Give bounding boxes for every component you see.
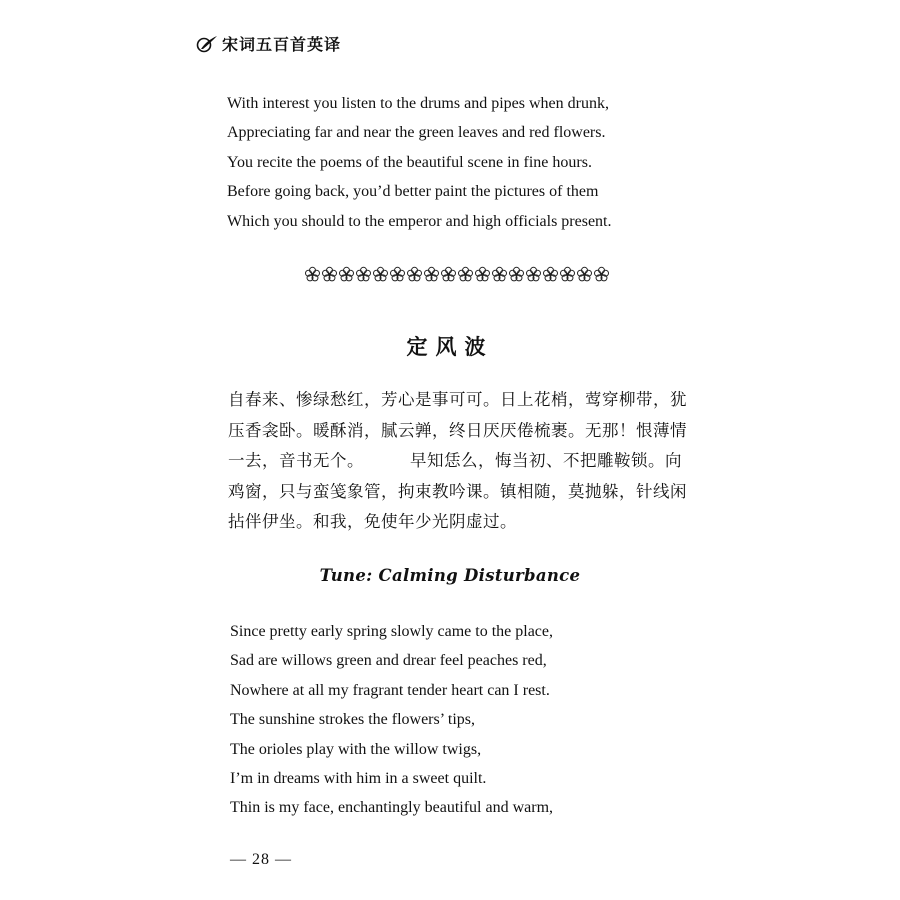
verse-line: Since pretty early spring slowly came to the place, xyxy=(230,623,554,640)
flower-ornament-icon xyxy=(423,266,440,283)
flower-ornament-icon xyxy=(576,266,593,283)
verse-line: Sad are willows green and drear feel peaches red, xyxy=(230,652,547,670)
flower-ornament-icon xyxy=(389,266,406,283)
verse-line: The sunshine strokes the flowers’ tips, xyxy=(230,711,475,729)
feather-pen-icon xyxy=(196,34,218,54)
flower-ornament-icon xyxy=(542,266,559,283)
flower-ornament-icon xyxy=(321,266,338,283)
book-title: 宋词五百首英译 xyxy=(222,35,342,54)
verse-line: Thin is my face, enchantingly beautiful and warm, xyxy=(230,799,554,817)
flower-ornament-icon xyxy=(355,266,372,283)
flower-ornament-icon xyxy=(457,266,474,283)
running-header xyxy=(196,32,341,55)
flower-ornament-icon xyxy=(559,266,576,283)
flower-ornament-icon xyxy=(491,266,508,283)
flower-ornament-icon xyxy=(372,266,389,283)
flower-ornament-icon xyxy=(474,266,491,283)
flower-ornament-icon xyxy=(440,266,457,283)
flower-ornament-icon xyxy=(525,266,542,283)
page-number: — 28 — xyxy=(230,851,292,868)
flower-ornament-icon xyxy=(508,266,525,283)
poem-chinese-title: 定风波 xyxy=(406,335,494,359)
verse-line: With interest you listen to the drums and pipes when drunk, xyxy=(227,95,609,112)
flower-ornament-icon xyxy=(304,266,321,283)
flower-ornament-icon xyxy=(338,266,355,283)
flower-ornament-icon xyxy=(406,266,423,283)
verse-top xyxy=(227,89,612,236)
flower-ornament-icon xyxy=(593,266,610,283)
flower-ornament-divider xyxy=(304,266,610,283)
verse-line: Which you should to the emperor and high officials present. xyxy=(227,212,612,230)
verse-line: Appreciating far and near the green leaves and red flowers. xyxy=(227,124,606,142)
verse-line: The orioles play with the willow twigs, xyxy=(230,740,482,758)
verse-translation xyxy=(230,617,553,823)
poem-chinese-text: 自春来、惨绿愁红，芳心是事可可。日上花梢，莺穿柳带，犹压香衾卧。暖酥消，腻云亸，终日厌厌倦梳裹。无那！恨薄情一去，音书无个。 早知恁么，悔当初、不把雕鞍锁。向鸡窗，只与蛮笺象管，拘束教吟课。镇相随，莫抛躲，针线闲拈伴伊坐。和我，免使年少光阴虚过。 xyxy=(228,390,687,531)
verse-line: You recite the poems of the beautiful scene in fine hours. xyxy=(227,153,592,171)
verse-line: I’m in dreams with him in a sweet quilt. xyxy=(230,769,487,787)
verse-line: Nowhere at all my fragrant tender heart can I rest. xyxy=(230,681,550,699)
poem-english-title: Tune: Calming Disturbance xyxy=(319,566,581,585)
verse-line: Before going back, you’d better paint the pictures of them xyxy=(227,183,599,201)
